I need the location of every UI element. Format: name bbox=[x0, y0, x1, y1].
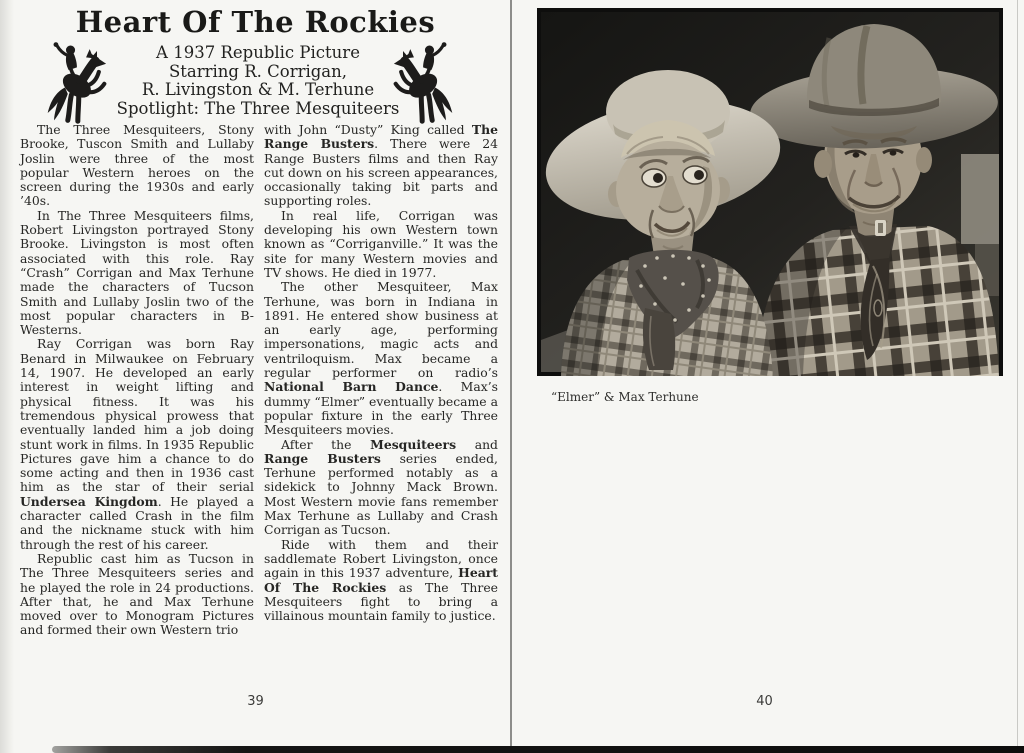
subtitle-line: Starring R. Corrigan, bbox=[168, 61, 348, 81]
page-right bbox=[512, 0, 1017, 746]
subtitle-line: R. Livingston & M. Terhune bbox=[141, 80, 375, 100]
paragraph: with John “Dusty” King called The Range Busters. There were 24 Range Busters films and then Ray cut down on his screen appearances, occasionally taking bit parts and supporting roles. bbox=[264, 122, 498, 209]
book-spine-line bbox=[510, 0, 512, 747]
photo-elmer-and-max-terhune bbox=[537, 8, 1003, 376]
rearing-horse-icon-left bbox=[44, 40, 108, 124]
paragraph: In The Three Mesquiteers films, Robert Livingston portrayed Stony Brooke. Livingston is most often associated with this role. Ray “Crash” Corrigan and Max Terhune made the characters of Tucson Smith and Lullaby Joslin two of the most popular characters in B-Westerns. bbox=[20, 207, 254, 338]
rearing-horse-icon-right bbox=[392, 40, 456, 124]
paragraph: Ray Corrigan was born Ray Benard in Milwaukee on February 14, 1907. He developed an early interest in weight lifting and physical fitness. It was his tremendous physical prowess that eventually landed him a job doing stunt work in films. In 1935 Republic Pictures gave him a chance to do some acting and then in 1936 cast him as the star of their serial Undersea Kingdom. He played a character called Crash in the film and the nickname stuck with him through the rest of his career. bbox=[20, 336, 255, 552]
article-column-2 bbox=[264, 123, 498, 638]
page-number-left: 39 bbox=[247, 694, 264, 709]
subtitle-block bbox=[100, 44, 416, 118]
paragraph: Ride with them and their saddlemate Robert Livingston, once again in this 1937 adventure, Heart Of The Rockies as The Three Mesquiteers fight to bring a villainous mountain family to justice. bbox=[264, 536, 498, 624]
page-edge-shading bbox=[0, 0, 14, 753]
paragraph: The Three Mesquiteers, Stony Brooke, Tuscon Smith and Lullaby Joslin were three of the most popular Western heroes on the screen during the 1930s and early ’40s. bbox=[20, 122, 254, 209]
page-title: Heart Of The Rockies bbox=[75, 5, 436, 39]
horse-rider-silhouette-mirrored bbox=[392, 40, 456, 124]
subtitle-line: A 1937 Republic Picture bbox=[156, 43, 360, 62]
scan-bottom-edge bbox=[52, 746, 1024, 753]
horse-rider-silhouette bbox=[44, 40, 108, 124]
page-number-right: 40 bbox=[756, 694, 773, 709]
article-column-1 bbox=[20, 123, 254, 638]
photo-illustration bbox=[537, 8, 1003, 376]
paragraph: In real life, Corrigan was developing his own Western town known as “Corriganville.” It was the site for many Western movies and TV shows. He died in 1977. bbox=[264, 207, 498, 280]
article-body bbox=[20, 123, 498, 638]
paragraph: Republic cast him as Tucson in The Three Mesquiteers series and he played the role in 24 productions. After that, he and Max Terhune moved over to Monogram Pictures and formed their own Western trio bbox=[20, 550, 254, 638]
page-left bbox=[0, 0, 511, 746]
photo-caption: “Elmer” & Max Terhune bbox=[551, 390, 699, 404]
paragraph: The other Mesquiteer, Max Terhune, was born in Indiana in 1891. He entered show business at an early age, performing impersonations, magic acts and ventriloquism. Max became a regular performer on radio’s National Barn Dance. Max’s dummy “Elmer” eventually became a popular fixture in the early Three Mesquiteers movies. bbox=[264, 279, 498, 438]
paragraph: After the Mesquiteers and Range Busters series ended, Terhune performed notably as a sidekick to Johnny Mack Brown. Most Western movie fans remember Max Terhune as Lullaby and Crash Corrigan as Tucson. bbox=[264, 436, 498, 538]
subtitle-line: Spotlight: The Three Mesquiteers bbox=[116, 98, 400, 118]
page-right-edge-line bbox=[1017, 0, 1018, 747]
